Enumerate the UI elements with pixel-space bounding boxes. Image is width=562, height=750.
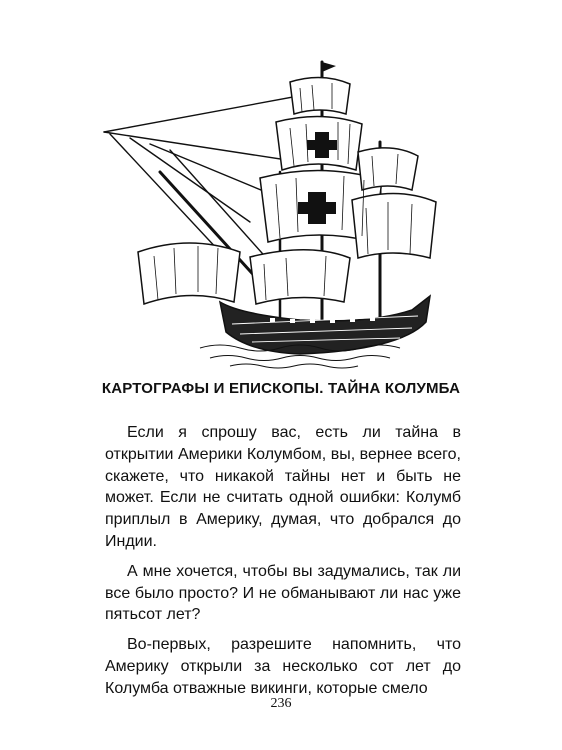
chapter-title: КАРТОГРАФЫ И ЕПИСКОПЫ. ТАЙНА КОЛУМБА — [101, 380, 461, 397]
body-text — [105, 422, 461, 708]
sailing-ship-illustration — [100, 52, 460, 372]
paragraph: Во-первых, разрешите напомнить, что Америку открыли за несколько сот лет до Колумба отважные викинги, которые смело — [105, 636, 461, 697]
page-number: 236 — [270, 696, 292, 711]
paragraph: А мне хочется, чтобы вы задумались, так ли все было просто? И не обманывают ли нас уже пятьсот лет? — [105, 562, 461, 624]
paragraph: Если я спрошу вас, есть ли тайна в открытии Америки Колумбом, вы, вернее всего, скажете, что никакой тайны нет и быть не может. Если не считать одной ошибки: Колумб приплыл в Америку, думая, что добрался до Индии. — [105, 424, 461, 550]
